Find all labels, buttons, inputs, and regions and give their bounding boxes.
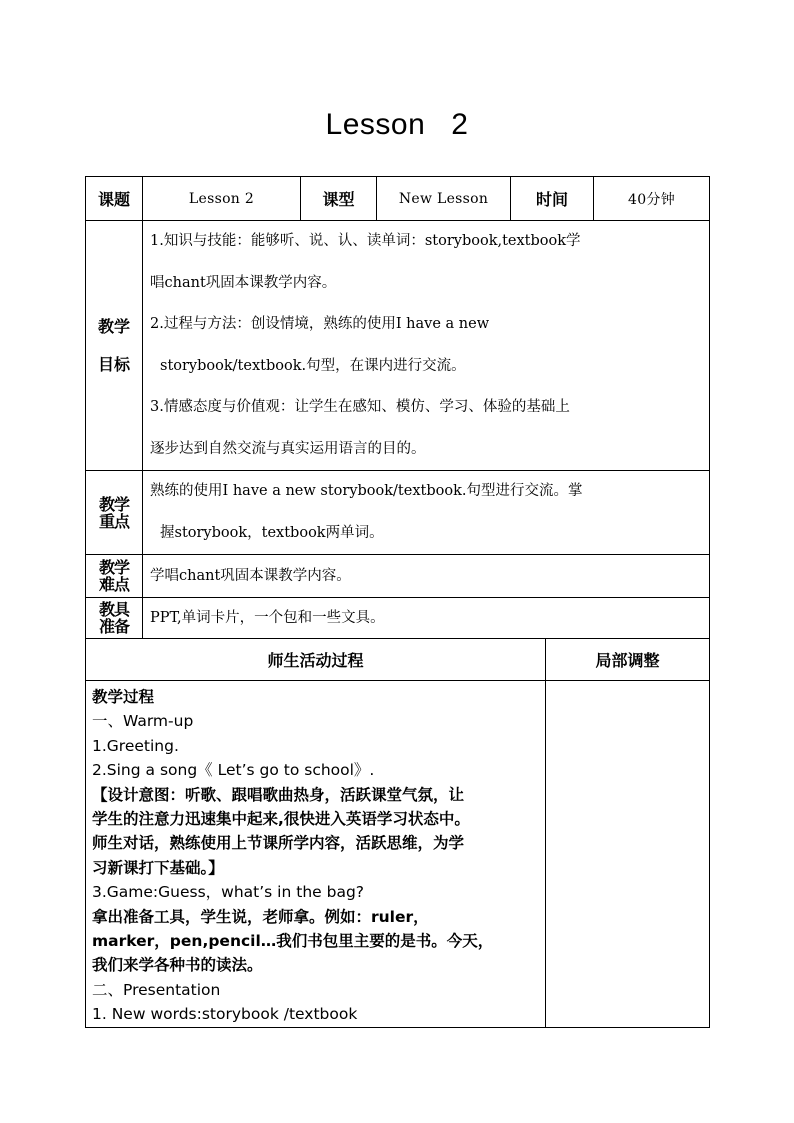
goals-line: 唱chant巩固本课教学内容。: [150, 274, 337, 291]
goals-label-1: 教学: [97, 316, 130, 336]
goals-label: [86, 221, 143, 471]
time-label: 时间: [511, 177, 594, 221]
difficulties-row: [86, 555, 710, 598]
materials-label: [86, 598, 143, 639]
goals-content: [143, 221, 710, 471]
goals-line: storybook/textbook.句型，在课内进行交流。: [160, 357, 466, 374]
key-points-row: [86, 471, 710, 555]
goals-line: 2.过程与方法：创设情境，熟练的使用I have a new: [150, 316, 490, 332]
difficulties-content: 学唱chant巩固本课教学内容。: [143, 555, 710, 598]
process-line: 1. New words:storybook /textbook: [92, 1005, 358, 1024]
materials-label-1: 教具: [98, 600, 129, 619]
process-line: 2.Sing a song《 Let’s go to school》.: [92, 761, 375, 780]
process-line: 学生的注意力迅速集中起来,很快进入英语学习状态中。: [92, 810, 470, 829]
key-points-label-1: 教学: [98, 494, 129, 514]
process-line: 拿出准备工具，学生说，老师拿。例如：ruler，: [92, 907, 429, 926]
key-points-content: [143, 471, 710, 555]
process-header-row: [86, 639, 710, 681]
process-header: 师生活动过程: [86, 639, 546, 681]
materials-content: PPT,单词卡片，一个包和一些文具。: [143, 598, 710, 639]
process-line: 我们来学各种书的读法。: [92, 956, 263, 975]
lesson-plan-table: [85, 176, 710, 1028]
title-word: Lesson: [325, 108, 426, 141]
goals-label-2: 目标: [97, 354, 130, 374]
process-line: 师生对话，熟练使用上节课所学内容，活跃思维，为学: [92, 834, 465, 853]
type-value: New Lesson: [377, 177, 511, 221]
goals-row: [86, 221, 710, 471]
process-content: [86, 681, 546, 1028]
key-points-label: [86, 471, 143, 555]
adjust-header: 局部调整: [546, 639, 710, 681]
process-line: 二、Presentation: [92, 980, 221, 999]
process-line: 一、Warm-up: [92, 712, 194, 731]
key-points-line: 握storybook，textbook两单词。: [160, 524, 384, 541]
key-points-label-2: 重点: [98, 511, 129, 531]
page-title: [0, 108, 794, 142]
process-line: 教学过程: [92, 688, 155, 706]
goals-line: 逐步达到自然交流与真实运用语言的目的。: [150, 440, 426, 457]
process-line: marker，pen,pencil…我们书包里主要的是书。今天，: [92, 932, 494, 951]
process-line: 【设计意图：听歌、跟唱歌曲热身，活跃课堂气氛，让: [92, 785, 465, 804]
topic-value: Lesson 2: [143, 177, 301, 221]
difficulties-label-1: 教学: [98, 558, 129, 577]
process-line: 习新课打下基础。】: [92, 858, 224, 877]
key-points-line: 熟练的使用I have a new storybook/textbook.句型进行交流。掌: [150, 483, 583, 499]
time-value: 40分钟: [594, 177, 710, 221]
difficulties-label: [86, 555, 143, 598]
process-row: [86, 681, 710, 1028]
info-row: [86, 177, 710, 221]
process-line: 3.Game:Guess，what’s in the bag?: [92, 883, 365, 902]
materials-row: [86, 598, 710, 639]
topic-label: 课题: [86, 177, 143, 221]
materials-label-2: 准备: [98, 617, 129, 636]
type-label: 课型: [301, 177, 377, 221]
process-line: 1.Greeting.: [92, 736, 179, 755]
goals-line: 1.知识与技能：能够听、说、认、读单词：storybook,textbook学: [150, 233, 581, 249]
goals-line: 3.情感态度与价值观：让学生在感知、模仿、学习、体验的基础上: [150, 399, 570, 415]
title-number: 2: [451, 108, 469, 141]
adjust-content: [546, 681, 710, 1028]
difficulties-label-2: 难点: [98, 575, 129, 594]
